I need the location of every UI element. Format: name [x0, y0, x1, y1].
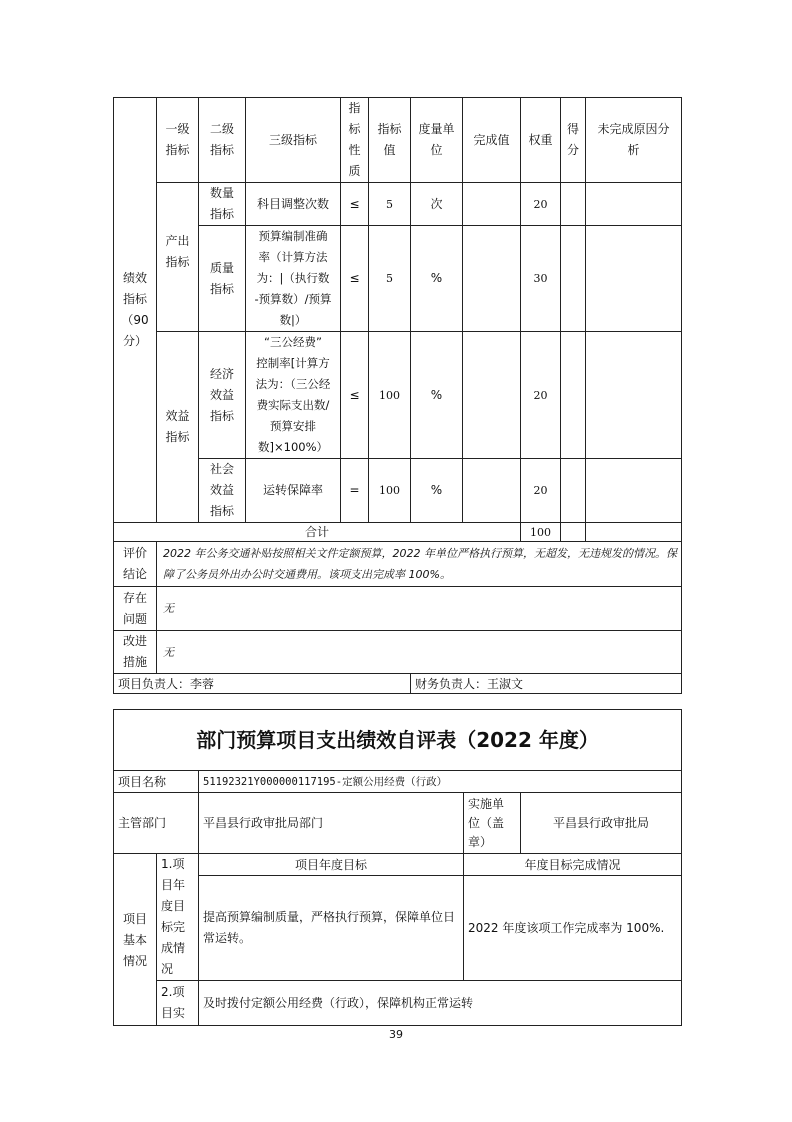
row-value: 5: [369, 183, 411, 226]
row-nature: ≤: [341, 226, 369, 332]
header-value: 指标 值: [369, 98, 411, 183]
completion-text: 2022 年度该项工作完成率为 100%.: [464, 876, 682, 981]
header-level3: 三级指标: [246, 98, 341, 183]
row-nature: ≤: [341, 332, 369, 459]
problems-text: 无: [157, 587, 682, 631]
row-value: 100: [369, 332, 411, 459]
row-level3: “三公经费” 控制率[计算方 法为：（三公经 费实际支出数/ 预算安排 数]×100%）: [246, 332, 341, 459]
row-weight: 20: [521, 459, 561, 523]
total-row: [114, 523, 682, 542]
header-unit: 度量单 位: [411, 98, 463, 183]
impl-unit-label: 实施单 位（盖 章）: [464, 793, 521, 854]
row-nature: =: [341, 459, 369, 523]
self-evaluation-table: [113, 709, 682, 1026]
row-weight: 20: [521, 332, 561, 459]
goal-row: [114, 876, 682, 981]
section2-text: 及时拨付定额公用经费（行政），保障机构正常运转: [199, 981, 682, 1026]
row-actual: [463, 332, 521, 459]
total-label: 合计: [114, 523, 521, 542]
department-row: [114, 793, 682, 854]
header-actual: 完成值: [463, 98, 521, 183]
section2-row: [114, 981, 682, 1026]
table-row: [114, 332, 682, 459]
goal-text: 提高预算编制质量，严格执行预算，保障单位日常运转。: [199, 876, 464, 981]
row-level2: 经济 效益 指标: [199, 332, 246, 459]
table-row: [114, 459, 682, 523]
row-score: [561, 459, 586, 523]
row-reason: [586, 332, 682, 459]
finance-leader: 财务负责人：王淑文: [411, 674, 682, 694]
table-row: [114, 226, 682, 332]
group-output-label: 产出 指标: [157, 183, 199, 332]
row-unit: %: [411, 459, 463, 523]
improvements-text: 无: [157, 631, 682, 674]
row-weight: 30: [521, 226, 561, 332]
section2-label: 2.项 目实: [157, 981, 199, 1026]
row-reason: [586, 226, 682, 332]
performance-indicator-table: [113, 97, 682, 694]
section1-label: 1.项 目年 度目 标完 成情 况: [157, 854, 199, 981]
row-level3: 预算编制准确 率（计算方法 为：|（执行数 -预算数）/预算 数|）: [246, 226, 341, 332]
row-score: [561, 226, 586, 332]
row-value: 5: [369, 226, 411, 332]
problems-row: [114, 587, 682, 631]
row-level3: 运转保障率: [246, 459, 341, 523]
row-reason: [586, 183, 682, 226]
dept-value: 平昌县行政审批局部门: [199, 793, 464, 854]
total-score: [561, 523, 586, 542]
signature-row: [114, 674, 682, 694]
header-reason: 未完成原因分 析: [586, 98, 682, 183]
header-score: 得 分: [561, 98, 586, 183]
header-level1: 一级 指标: [157, 98, 199, 183]
row-reason: [586, 459, 682, 523]
project-name-label: 项目名称: [114, 771, 199, 793]
row-level2: 质量 指标: [199, 226, 246, 332]
improvements-row: [114, 631, 682, 674]
goal-header-row: [114, 854, 682, 876]
impl-unit-value: 平昌县行政审批局: [521, 793, 682, 854]
dept-label: 主管部门: [114, 793, 199, 854]
evaluation-label: 评价 结论: [114, 542, 157, 587]
row-score: [561, 183, 586, 226]
basic-info-label: 项目 基本 情况: [114, 854, 157, 1026]
row-unit: %: [411, 332, 463, 459]
total-reason: [586, 523, 682, 542]
row-nature: ≤: [341, 183, 369, 226]
row-actual: [463, 183, 521, 226]
table-row: [114, 183, 682, 226]
header-level2: 二级 指标: [199, 98, 246, 183]
project-leader: 项目负责人：李蓉: [114, 674, 411, 694]
row-level3: 科目调整次数: [246, 183, 341, 226]
row-weight: 20: [521, 183, 561, 226]
header-weight: 权重: [521, 98, 561, 183]
row-unit: 次: [411, 183, 463, 226]
row-unit: %: [411, 226, 463, 332]
form-title: 部门预算项目支出绩效自评表（2022 年度）: [114, 710, 682, 771]
goal-header: 项目年度目标: [199, 854, 464, 876]
evaluation-row: [114, 542, 682, 587]
total-weight: 100: [521, 523, 561, 542]
completion-header: 年度目标完成情况: [464, 854, 682, 876]
title-row: [114, 710, 682, 771]
row-level2: 社会 效益 指标: [199, 459, 246, 523]
header-nature: 指 标 性 质: [341, 98, 369, 183]
row-score: [561, 332, 586, 459]
problems-label: 存在 问题: [114, 587, 157, 631]
row-value: 100: [369, 459, 411, 523]
project-name-row: [114, 771, 682, 793]
evaluation-text: 2022 年公务交通补贴按照相关文件定额预算，2022 年单位严格执行预算，无超发，无违规发的情况。保障了公务员外出办公时交通费用。该项支出完成率 100%。: [157, 542, 682, 587]
header-row: [114, 98, 682, 183]
project-name-value: 51192321Y000000117195-定额公用经费（行政）: [199, 771, 682, 793]
row-level2: 数量 指标: [199, 183, 246, 226]
page-number: 39: [389, 1028, 403, 1041]
improvements-label: 改进 措施: [114, 631, 157, 674]
group-benefit-label: 效益 指标: [157, 332, 199, 523]
row-actual: [463, 226, 521, 332]
row-actual: [463, 459, 521, 523]
perf-side-label: 绩效 指标 （90 分）: [114, 98, 157, 523]
